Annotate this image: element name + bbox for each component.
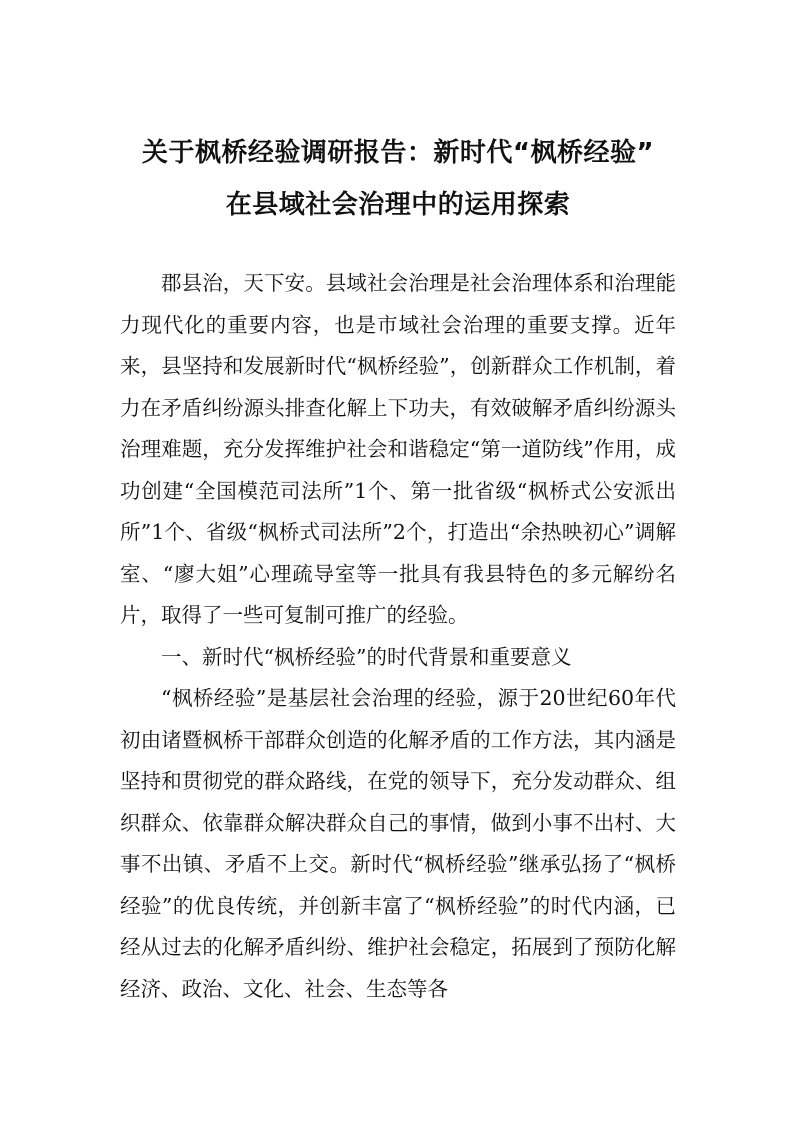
title-line-1: 关于枫桥经验调研报告：新时代“枫桥经验” <box>141 138 655 168</box>
section-heading: 一、新时代“枫桥经验”的时代背景和重要意义 <box>161 644 572 669</box>
document-page <box>120 0 676 1122</box>
intro-paragraph: 郡县治，天下安。县域社会治理是社会治理体系和治理能力现代化的重要内容，也是市域社会治理的重要支撑。近年来，县坚持和发展新时代“枫桥经验”，创新群众工作机制，着力在矛盾纠纷源头排查化解上下功夫，有效破解矛盾纠纷源头治理难题，充分发挥维护社会和谐稳定“第一道防线”作用，成功创建“全国模范司法所”1个、第一批省级“枫桥式公安派出所”1个、省级“枫桥式司法所”2个，打造出“余热映初心”调解室、“廖大姐”心理疏导室等一批具有我县特色的多元解纷名片，取得了一些可复制可推广的经验。 <box>120 271 676 627</box>
document-title <box>120 0 676 231</box>
document-body <box>120 263 676 1010</box>
section-paragraph: “枫桥经验”是基层社会治理的经验，源于20世纪60年代初由诸暨枫桥干部群众创造的化解矛盾的工作方法，其内涵是坚持和贯彻党的群众路线，在党的领导下，充分发动群众、组织群众、依靠群众解决群众自己的事情，做到小事不出村、大事不出镇、矛盾不上交。新时代“枫桥经验”继承弘扬了“枫桥经验”的优良传统，并创新丰富了“枫桥经验”的时代内涵，已经从过去的化解矛盾纠纷、维护社会稳定，拓展到了预防化解经济、政治、文化、社会、生态等各 <box>120 686 676 1001</box>
title-line-2: 在县域社会治理中的运用探索 <box>225 190 571 220</box>
